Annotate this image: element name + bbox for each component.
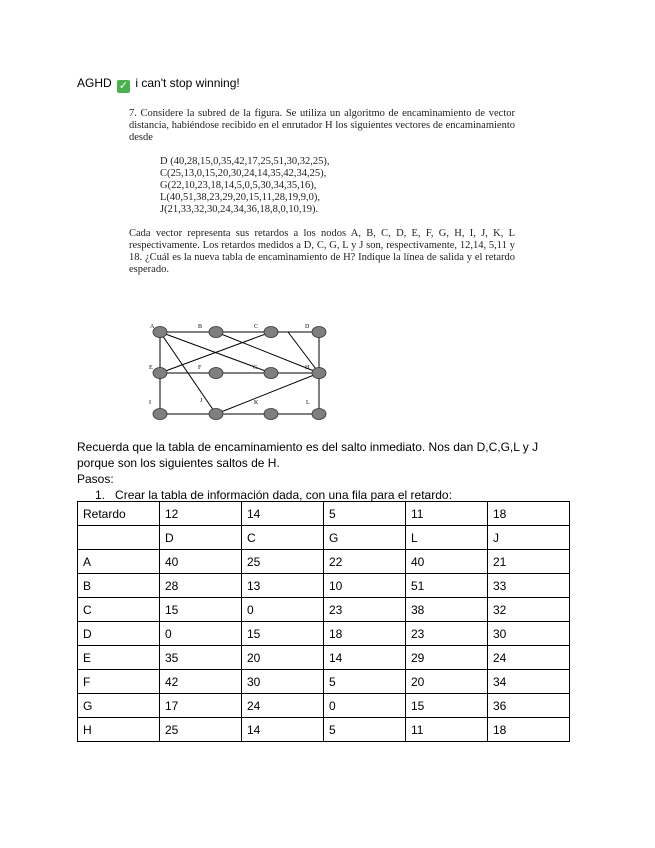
table-cell: 15 — [406, 694, 488, 718]
node-e — [153, 368, 167, 379]
node-label-c: C — [254, 324, 259, 330]
table-cell: 28 — [160, 574, 242, 598]
table-cell: 18 — [488, 502, 570, 526]
problem-intro: 7. Considere la subred de la figura. Se utiliza un algoritmo de encaminamiento de vector distancia, habiéndose recibido en el enrutador H los siguientes vectores de encaminamiento desde — [129, 108, 515, 143]
table-row — [78, 526, 570, 550]
node-label-h: H — [305, 365, 310, 371]
node-a — [153, 327, 167, 338]
node-label-j: J — [200, 398, 203, 404]
table-cell: C — [78, 598, 160, 622]
table-cell: 33 — [488, 574, 570, 598]
node-label-k: K — [254, 400, 259, 406]
table-row — [78, 694, 570, 718]
node-g — [264, 368, 278, 379]
edge-h-j — [216, 373, 319, 414]
vector-item: C(25,13,0,15,20,30,24,14,35,42,34,25), — [160, 168, 327, 179]
table-cell: C — [242, 526, 324, 550]
table-row — [78, 502, 570, 526]
table-cell: 14 — [242, 718, 324, 742]
table-cell: 22 — [324, 550, 406, 574]
explanation-line: Recuerda que la tabla de encaminamiento es del salto inmediato. Nos dan D,C,G,L y J porque son los siguientes saltos de H. — [77, 440, 539, 470]
table-row — [78, 550, 570, 574]
checkmark-icon: ✓ — [118, 80, 129, 92]
table-cell: 20 — [242, 646, 324, 670]
table-row — [78, 646, 570, 670]
problem-question: Cada vector representa sus retardos a los nodos A, B, C, D, E, F, G, H, I, J, K, L respectivamente. Los retardos medidos a D, C, G, L y J son, respectivamente, 12,14, 5,11 y 18. ¿Cuál es la nueva tabla de encaminamiento de H? Indique la línea de salida y el retardo esperado. — [129, 228, 515, 275]
table-cell: 40 — [160, 550, 242, 574]
table-cell: 24 — [488, 646, 570, 670]
table-cell: 24 — [242, 694, 324, 718]
table-cell: 0 — [324, 694, 406, 718]
table-cell: 13 — [242, 574, 324, 598]
node-label-i: I — [149, 400, 151, 406]
vector-item: L(40,51,38,23,29,20,15,11,28,19,9,0), — [160, 192, 321, 203]
table-cell: A — [78, 550, 160, 574]
node-k — [264, 409, 278, 420]
step-text: Crear la tabla de información dada, con una fila para el retardo: — [115, 488, 452, 502]
table-cell — [78, 526, 160, 550]
table-cell: 30 — [488, 622, 570, 646]
table-row — [78, 670, 570, 694]
table-cell: 15 — [160, 598, 242, 622]
table-cell: 23 — [324, 598, 406, 622]
table-cell: 5 — [324, 502, 406, 526]
node-d — [312, 327, 326, 338]
node-f — [209, 368, 223, 379]
table-cell: B — [78, 574, 160, 598]
table-cell: 11 — [406, 718, 488, 742]
node-b — [209, 327, 223, 338]
pasos-label: Pasos: — [77, 472, 114, 486]
header-prefix: AGHD — [77, 76, 112, 90]
node-i — [153, 409, 167, 420]
table-row — [78, 718, 570, 742]
explanation — [77, 439, 577, 503]
table-cell: 23 — [406, 622, 488, 646]
problem-statement — [129, 108, 515, 276]
table-cell: 42 — [160, 670, 242, 694]
table-cell: Retardo — [78, 502, 160, 526]
table-cell: 20 — [406, 670, 488, 694]
node-c — [264, 327, 278, 338]
table-cell: 40 — [406, 550, 488, 574]
table-cell: 0 — [242, 598, 324, 622]
vector-item: D (40,28,15,0,35,42,17,25,51,30,32,25), — [160, 156, 330, 167]
table-cell: 25 — [160, 718, 242, 742]
table-cell: 11 — [406, 502, 488, 526]
info-table — [77, 501, 570, 742]
table-cell: 25 — [242, 550, 324, 574]
node-label-f: F — [198, 365, 202, 371]
table-cell: 32 — [488, 598, 570, 622]
table-cell: D — [160, 526, 242, 550]
node-h — [312, 368, 326, 379]
table-cell: 14 — [242, 502, 324, 526]
step-number: 1. — [95, 488, 106, 502]
node-label-a: A — [150, 324, 155, 330]
table-cell: F — [78, 670, 160, 694]
table-cell: 30 — [242, 670, 324, 694]
node-label-g: G — [253, 365, 258, 371]
table-cell: 29 — [406, 646, 488, 670]
table-cell: 5 — [324, 718, 406, 742]
table-cell: G — [78, 694, 160, 718]
node-label-b: B — [198, 324, 203, 330]
table-cell: 51 — [406, 574, 488, 598]
table-cell: 18 — [488, 718, 570, 742]
node-j — [209, 409, 223, 420]
table-cell: 18 — [324, 622, 406, 646]
table-row — [78, 622, 570, 646]
vector-item: J(21,33,32,30,24,34,36,18,8,0,10,19). — [160, 204, 319, 215]
table-cell: 35 — [160, 646, 242, 670]
table-row — [78, 598, 570, 622]
table-cell: H — [78, 718, 160, 742]
table-row — [78, 574, 570, 598]
table-cell: L — [406, 526, 488, 550]
table-cell: 14 — [324, 646, 406, 670]
table-cell: 21 — [488, 550, 570, 574]
table-cell: E — [78, 646, 160, 670]
header-suffix: i can't stop winning! — [135, 76, 240, 90]
table-cell: 10 — [324, 574, 406, 598]
node-label-e: E — [149, 365, 153, 371]
node-label-l: L — [306, 400, 310, 406]
table-cell: 17 — [160, 694, 242, 718]
node-label-d: D — [305, 324, 310, 330]
table-cell: 0 — [160, 622, 242, 646]
table-cell: 5 — [324, 670, 406, 694]
table-cell: G — [324, 526, 406, 550]
subnet-figure — [148, 322, 338, 422]
table-cell: 15 — [242, 622, 324, 646]
vector-list — [160, 156, 515, 216]
table-cell: 34 — [488, 670, 570, 694]
table-cell: 12 — [160, 502, 242, 526]
table-cell: 36 — [488, 694, 570, 718]
node-l — [312, 409, 326, 420]
vector-item: G(22,10,23,18,14,5,0,5,30,34,35,16), — [160, 180, 317, 191]
table-cell: D — [78, 622, 160, 646]
table-cell: 38 — [406, 598, 488, 622]
table-cell: J — [488, 526, 570, 550]
header-line — [77, 76, 240, 93]
